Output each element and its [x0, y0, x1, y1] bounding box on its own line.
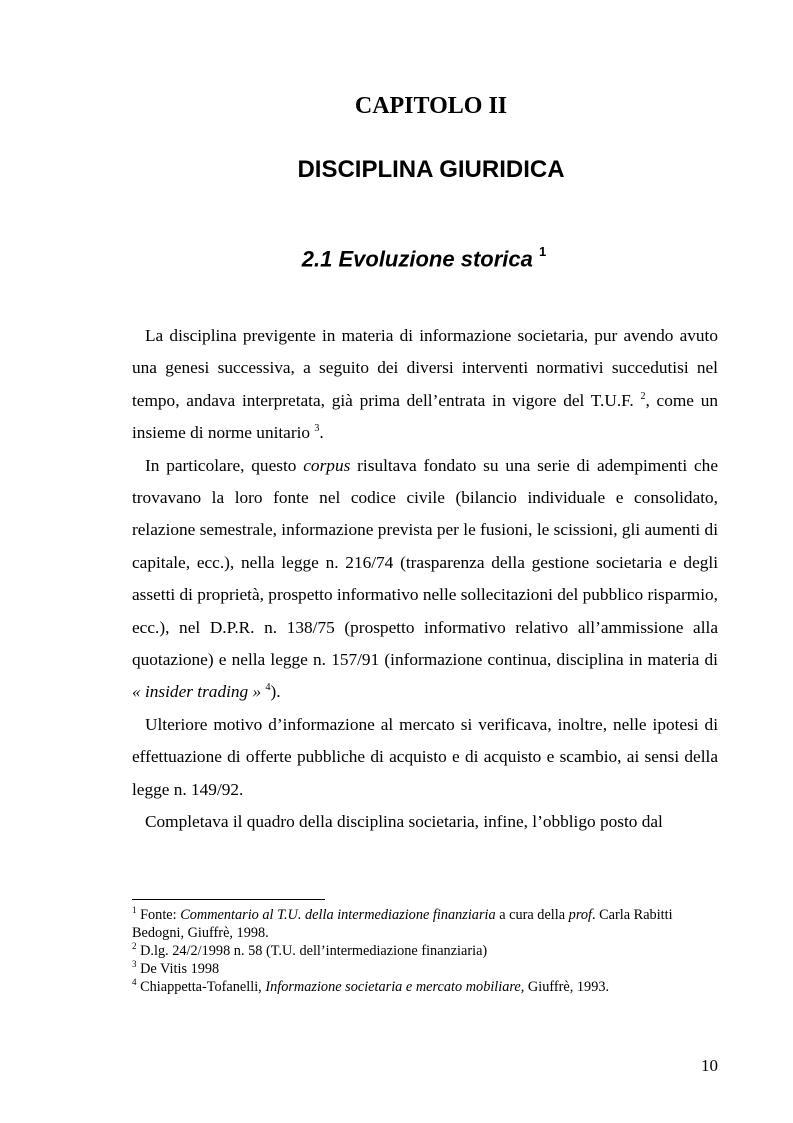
chapter-subtitle: DISCIPLINA GIURIDICA [297, 156, 565, 183]
footnote-ref[interactable]: 4 [265, 682, 271, 694]
text-run: Fonte: [136, 907, 181, 923]
chapter-title: CAPITOLO II [354, 93, 508, 119]
paragraph [132, 450, 718, 709]
section-footnote-ref[interactable]: 1 [538, 244, 547, 259]
footnote-ref[interactable]: 2 [640, 390, 646, 402]
text-run: D.lg. 24/2/1998 n. 58 (T.U. dell’intermediazione finanziaria) [136, 943, 488, 959]
footnote-number: 1 [132, 905, 137, 915]
footnote [132, 978, 718, 996]
footnote-ref[interactable]: 3 [314, 423, 320, 435]
paragraph [132, 806, 718, 838]
emphasis-text: prof [568, 907, 592, 923]
text-run: ). [270, 682, 281, 702]
paragraph [132, 320, 718, 450]
page-number: 10 [701, 1056, 718, 1075]
emphasis-text: Informazione societaria e mercato mobiliare, [265, 979, 525, 995]
text-run: Giuffrè, 1993. [524, 979, 610, 995]
footnote [132, 942, 718, 960]
footnote-number: 2 [132, 941, 137, 951]
footnote-number: 4 [132, 977, 137, 987]
text-run: La disciplina previgente in materia di informazione societaria, pur avendo avuto una genesi successiva, a seguito dei diversi interventi normativi succedutisi nel tempo, andava interpretata, già prima dell’entrata in vigore del T.U.F. [132, 326, 718, 410]
footnote [132, 906, 718, 942]
emphasis-text: corpus [303, 455, 351, 475]
body-text [132, 320, 718, 839]
text-run: De Vitis 1998 [136, 961, 220, 977]
emphasis-text: Commentario al T.U. della intermediazione finanziaria [180, 907, 496, 923]
text-run: a cura della [495, 907, 569, 923]
text-run: , come un insieme di norme unitario [132, 390, 718, 443]
text-run: Chiappetta-Tofanelli, [136, 979, 266, 995]
footnote [132, 960, 718, 978]
text-run: risultava fondato su una serie di adempimenti che trovavano la loro fonte nel codice civile (bilancio individuale e consolidato, relazione semestrale, informazione prevista per le fusioni, le scissioni, gli aumenti di capitale, ecc.), nella legge n. 216/74 (trasparenza della gestione societaria e degli assetti di proprietà, prospetto informativo nelle sollecitazioni del pubblico risparmio, ecc.), nel D.P.R. n. 138/75 (prospetto informativo relativo all’ammissione alla quotazione) e nella legge n. 157/91 (informazione continua, disciplina in materia di [132, 455, 718, 670]
text-run: Completava il quadro della disciplina societaria, infine, l’obbligo posto dal [145, 812, 663, 832]
footnote-separator [132, 899, 325, 900]
footnotes [132, 906, 718, 996]
emphasis-text: « insider trading » [132, 682, 262, 702]
paragraph [132, 709, 718, 806]
text-run: In particolare, questo [145, 455, 304, 475]
text-run: . Carla Rabitti Bedogni, Giuffrè, 1998. [132, 907, 673, 941]
text-run: Ulteriore motivo d’informazione al mercato si verificava, inoltre, nelle ipotesi di effettuazione di offerte pubbliche di acquisto e di acquisto e scambio, ai sensi della legge n. 149/92. [132, 714, 718, 799]
footnote-number: 3 [132, 959, 137, 969]
text-run: . [319, 423, 324, 443]
section-title [0, 246, 793, 272]
section-title-text: 2.1 Evoluzione storica [301, 246, 533, 272]
